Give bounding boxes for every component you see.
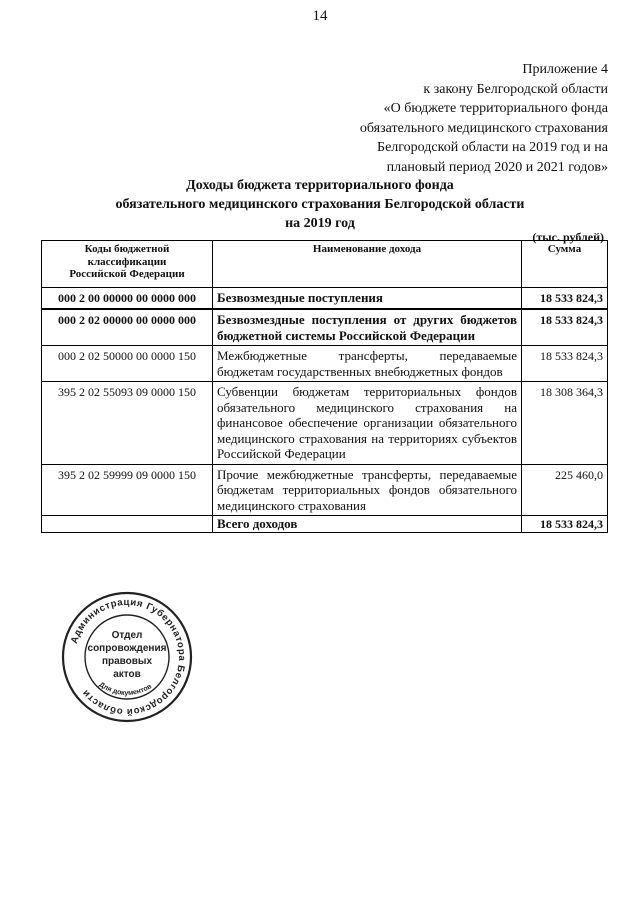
appendix-line: обязательного медицинского страхования	[359, 120, 608, 136]
header-code: Коды бюджетной классификации Российской Федерации	[42, 241, 213, 288]
row-code: 000 2 02 50000 00 0000 150	[42, 346, 213, 382]
row-name: Безвозмездные поступления	[213, 288, 522, 310]
row-name: Прочие межбюджетные трансферты, передаваемые бюджетам территориальных фондов обязательного медицинского страхования	[213, 464, 522, 516]
stamp-bottom-text: Для документов	[97, 681, 154, 698]
appendix-line: Приложение 4	[522, 62, 608, 77]
table-total-row	[42, 516, 608, 533]
stamp-center-line: правовых	[101, 656, 153, 667]
income-table	[41, 240, 608, 533]
header-amount: Сумма	[522, 241, 608, 288]
header-name: Наименование дохода	[213, 241, 522, 288]
row-amount: 225 460,0	[522, 464, 608, 516]
title-line: обязательного медицинского страхования Белгородской области	[115, 197, 525, 212]
table-row	[42, 346, 608, 382]
appendix-reference	[288, 60, 608, 177]
row-code: 000 2 02 00000 00 0000 000	[42, 309, 213, 346]
stamp-center-line: сопровождения	[87, 643, 167, 654]
units-label: (тыс. рублей)	[532, 230, 604, 244]
title-line: на 2019 год	[285, 216, 355, 231]
row-code: 395 2 02 59999 09 0000 150	[42, 464, 213, 516]
total-amount: 18 533 824,3	[522, 516, 608, 533]
appendix-line: Белгородской области на 2019 год и на	[377, 140, 608, 155]
official-stamp	[60, 590, 194, 724]
table-row	[42, 309, 608, 346]
row-code: 000 2 00 00000 00 0000 000	[42, 288, 213, 310]
title-line: Доходы бюджета территориального фонда	[186, 178, 454, 193]
row-name: Субвенции бюджетам территориальных фондов обязательного медицинского страхования на финансовое обеспечение организации обязательного медицинского страхования на территориях субъектов Российской Федерации	[213, 382, 522, 465]
table-row	[42, 288, 608, 310]
table-row	[42, 464, 608, 516]
page-number: 14	[312, 8, 328, 24]
appendix-line: плановый период 2020 и 2021 годов»	[386, 159, 608, 175]
appendix-line: к закону Белгородской области	[423, 81, 608, 97]
table-header-row	[42, 241, 608, 288]
stamp-center-line: актов	[113, 669, 141, 680]
row-amount: 18 533 824,3	[522, 309, 608, 346]
row-code: 395 2 02 55093 09 0000 150	[42, 382, 213, 465]
total-code-cell	[42, 516, 213, 533]
stamp-ring-text: Администрация Губернатора Белгородской области	[68, 596, 188, 718]
row-amount: 18 308 364,3	[522, 382, 608, 465]
stamp-center-line: Отдел	[111, 630, 143, 641]
row-amount: 18 533 824,3	[522, 288, 608, 310]
row-name: Межбюджетные трансферты, передаваемые бюджетам государственных внебюджетных фондов	[213, 346, 522, 382]
table-row	[42, 382, 608, 465]
document-title	[0, 176, 640, 233]
row-name: Безвозмездные поступления от других бюджетов бюджетной системы Российской Федерации	[213, 309, 522, 346]
appendix-line: «О бюджете территориального фонда	[383, 101, 608, 116]
total-label: Всего доходов	[213, 516, 522, 533]
row-amount: 18 533 824,3	[522, 346, 608, 382]
